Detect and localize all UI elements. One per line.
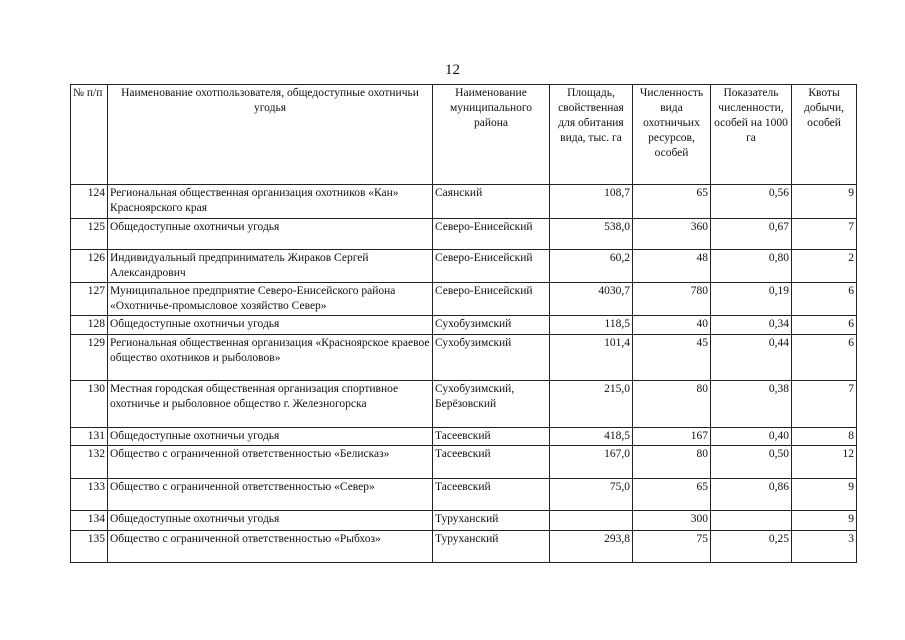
row-area bbox=[550, 511, 633, 531]
row-number: 134 bbox=[71, 511, 108, 531]
row-quota: 7 bbox=[792, 381, 857, 428]
row-count: 80 bbox=[633, 446, 711, 479]
row-area: 293,8 bbox=[550, 531, 633, 563]
row-quota: 6 bbox=[792, 316, 857, 335]
table-row bbox=[71, 185, 857, 219]
header-no: № п/п bbox=[71, 85, 108, 185]
row-quota: 12 bbox=[792, 446, 857, 479]
header-district: Наименование муниципального района bbox=[433, 85, 550, 185]
row-count: 300 bbox=[633, 511, 711, 531]
row-count: 75 bbox=[633, 531, 711, 563]
row-area: 118,5 bbox=[550, 316, 633, 335]
row-name: Местная городская общественная организация спортивное охотничье и рыболовное общество г. Железногорска bbox=[108, 381, 433, 428]
row-count: 360 bbox=[633, 219, 711, 250]
table-row bbox=[71, 511, 857, 531]
row-district: Северо-Енисейский bbox=[433, 283, 550, 316]
row-area: 538,0 bbox=[550, 219, 633, 250]
table-row bbox=[71, 428, 857, 446]
row-number: 127 bbox=[71, 283, 108, 316]
row-density: 0,34 bbox=[711, 316, 792, 335]
row-area: 108,7 bbox=[550, 185, 633, 219]
row-density: 0,38 bbox=[711, 381, 792, 428]
row-number: 131 bbox=[71, 428, 108, 446]
row-district: Северо-Енисейский bbox=[433, 219, 550, 250]
row-density: 0,19 bbox=[711, 283, 792, 316]
row-number: 124 bbox=[71, 185, 108, 219]
row-number: 133 bbox=[71, 479, 108, 511]
row-count: 167 bbox=[633, 428, 711, 446]
row-quota: 8 bbox=[792, 428, 857, 446]
row-quota: 3 bbox=[792, 531, 857, 563]
row-name: Муниципальное предприятие Северо-Енисейского района «Охотничье-промысловое хозяйство Север» bbox=[108, 283, 433, 316]
table-row bbox=[71, 381, 857, 428]
row-district: Туруханский bbox=[433, 531, 550, 563]
table-row bbox=[71, 335, 857, 381]
table-row bbox=[71, 479, 857, 511]
row-quota: 6 bbox=[792, 335, 857, 381]
row-count: 48 bbox=[633, 250, 711, 283]
row-density: 0,67 bbox=[711, 219, 792, 250]
row-district: Северо-Енисейский bbox=[433, 250, 550, 283]
row-district: Туруханский bbox=[433, 511, 550, 531]
row-quota: 9 bbox=[792, 511, 857, 531]
row-number: 125 bbox=[71, 219, 108, 250]
row-number: 129 bbox=[71, 335, 108, 381]
row-area: 101,4 bbox=[550, 335, 633, 381]
row-density: 0,25 bbox=[711, 531, 792, 563]
row-district: Сухобузимский bbox=[433, 316, 550, 335]
row-quota: 2 bbox=[792, 250, 857, 283]
row-quota: 6 bbox=[792, 283, 857, 316]
table-row bbox=[71, 316, 857, 335]
table-row bbox=[71, 446, 857, 479]
row-name: Региональная общественная организация «Красноярское краевое общество охотников и рыболовов» bbox=[108, 335, 433, 381]
row-density: 0,44 bbox=[711, 335, 792, 381]
row-number: 128 bbox=[71, 316, 108, 335]
row-name: Индивидуальный предприниматель Жираков Сергей Александрович bbox=[108, 250, 433, 283]
row-density: 0,50 bbox=[711, 446, 792, 479]
row-district: Сухобузимский, Берёзовский bbox=[433, 381, 550, 428]
header-area: Площадь, свойственная для обитания вида, тыс. га bbox=[550, 85, 633, 185]
row-count: 80 bbox=[633, 381, 711, 428]
row-area: 4030,7 bbox=[550, 283, 633, 316]
row-name: Общедоступные охотничьи угодья bbox=[108, 511, 433, 531]
row-quota: 9 bbox=[792, 479, 857, 511]
page-number: 12 bbox=[445, 62, 460, 78]
row-count: 40 bbox=[633, 316, 711, 335]
header-count: Численность вида охотничьих ресурсов, особей bbox=[633, 85, 711, 185]
row-area: 167,0 bbox=[550, 446, 633, 479]
row-count: 780 bbox=[633, 283, 711, 316]
row-district: Сухобузимский bbox=[433, 335, 550, 381]
row-name: Общедоступные охотничьи угодья bbox=[108, 316, 433, 335]
row-name: Региональная общественная организация охотников «Кан» Красноярского края bbox=[108, 185, 433, 219]
row-number: 126 bbox=[71, 250, 108, 283]
header-row bbox=[71, 85, 857, 185]
row-district: Тасеевский bbox=[433, 479, 550, 511]
row-number: 132 bbox=[71, 446, 108, 479]
row-density: 0,86 bbox=[711, 479, 792, 511]
row-count: 45 bbox=[633, 335, 711, 381]
row-district: Тасеевский bbox=[433, 446, 550, 479]
table-row bbox=[71, 283, 857, 316]
row-name: Общедоступные охотничьи угодья bbox=[108, 219, 433, 250]
header-name: Наименование охотпользователя, общедоступные охотничьи угодья bbox=[108, 85, 433, 185]
row-density: 0,40 bbox=[711, 428, 792, 446]
row-quota: 9 bbox=[792, 185, 857, 219]
quota-table bbox=[70, 84, 857, 563]
row-area: 60,2 bbox=[550, 250, 633, 283]
row-density: 0,56 bbox=[711, 185, 792, 219]
row-count: 65 bbox=[633, 479, 711, 511]
table-row bbox=[71, 219, 857, 250]
header-quota: Квоты добычи, особей bbox=[792, 85, 857, 185]
row-quota: 7 bbox=[792, 219, 857, 250]
row-name: Общество с ограниченной ответственностью «Белисказ» bbox=[108, 446, 433, 479]
table-row bbox=[71, 531, 857, 563]
row-number: 130 bbox=[71, 381, 108, 428]
row-district: Саянский bbox=[433, 185, 550, 219]
row-name: Общество с ограниченной ответственностью «Север» bbox=[108, 479, 433, 511]
row-name: Общедоступные охотничьи угодья bbox=[108, 428, 433, 446]
table-row bbox=[71, 250, 857, 283]
row-area: 215,0 bbox=[550, 381, 633, 428]
row-count: 65 bbox=[633, 185, 711, 219]
row-area: 75,0 bbox=[550, 479, 633, 511]
row-density bbox=[711, 511, 792, 531]
row-density: 0,80 bbox=[711, 250, 792, 283]
row-district: Тасеевский bbox=[433, 428, 550, 446]
row-area: 418,5 bbox=[550, 428, 633, 446]
row-name: Общество с ограниченной ответственностью «Рыбхоз» bbox=[108, 531, 433, 563]
header-density: Показатель численности, особей на 1000 га bbox=[711, 85, 792, 185]
row-number: 135 bbox=[71, 531, 108, 563]
